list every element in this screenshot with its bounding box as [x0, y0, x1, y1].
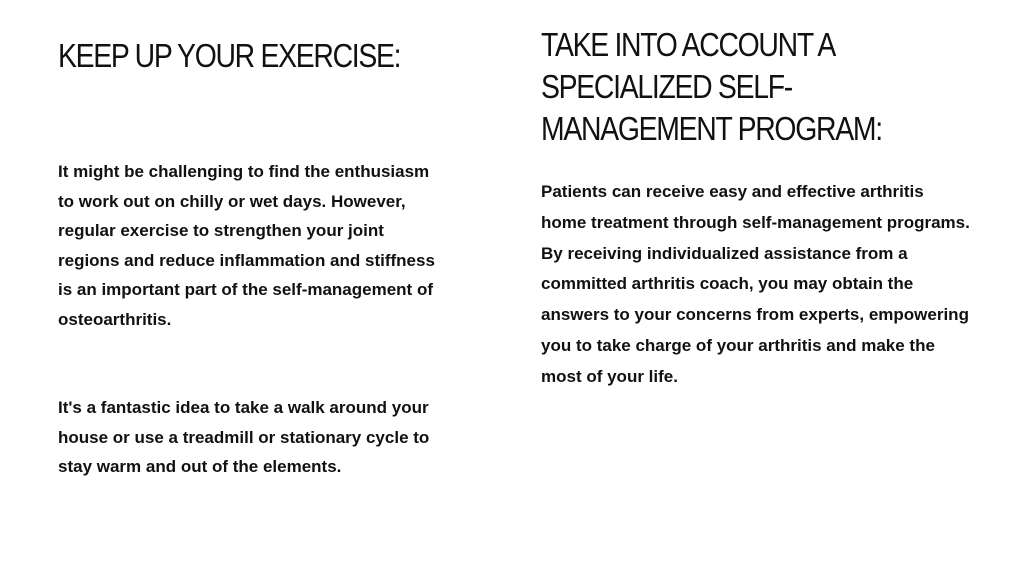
right-section-heading: TAKE INTO ACCOUNT A SPECIALIZED SELF-MANAGEMENT PROGRAM:: [541, 26, 882, 147]
left-paragraph-exercise-challenge: It might be challenging to find the enthusiasm to work out on chilly or wet days. However, regular exercise to strengthen your joint regions and reduce inflammation and stiffness is an important part of the self-management of osteoarthritis.: [58, 162, 435, 329]
left-paragraph-walk-idea: It's a fantastic idea to take a walk around your house or use a treadmill or stationary cycle to stay warm and out of the elements.: [58, 398, 430, 476]
right-paragraph-self-management: Patients can receive easy and effective arthritis home treatment through self-management programs. By receiving individualized assistance from a committed arthritis coach, you may obtain the answers to your concerns from experts, empowering you to take charge of your arthritis and make the most of your life.: [541, 182, 970, 386]
left-section-heading: KEEP UP YOUR EXERCISE:: [58, 37, 401, 74]
